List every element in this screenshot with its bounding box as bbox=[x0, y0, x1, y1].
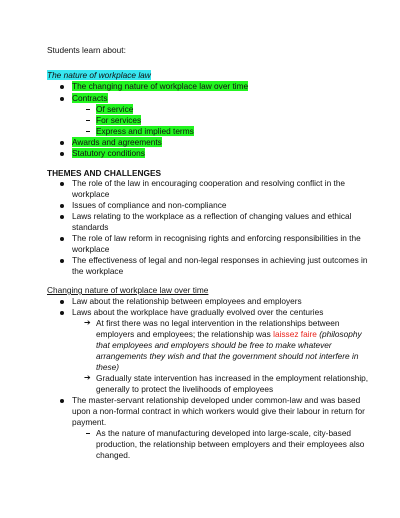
arrow-icon: ➔ bbox=[84, 373, 91, 382]
changing-line: production, the relationship between employers and their employees also bbox=[96, 439, 365, 449]
theme-line: The effectiveness of legal and non-legal responses in achieving just outcomes in bbox=[72, 255, 368, 265]
theme-line: the workplace bbox=[72, 266, 124, 276]
intro-text: Students learn about: bbox=[47, 45, 126, 55]
section-item: The changing nature of workplace law over time bbox=[72, 81, 249, 91]
contract-item: Of service bbox=[96, 104, 134, 114]
section-title: The nature of workplace law bbox=[47, 70, 151, 80]
section-item: Contracts bbox=[72, 93, 108, 103]
bullet-icon bbox=[60, 141, 64, 145]
theme-line: workplace bbox=[72, 189, 110, 199]
theme-line: standards bbox=[72, 222, 109, 232]
contract-item: Express and implied terms bbox=[96, 126, 194, 136]
changing-line: changed. bbox=[96, 450, 131, 460]
changing-line: these) bbox=[96, 362, 120, 372]
bullet-icon bbox=[60, 215, 64, 219]
laissez-faire-term: laissez faire bbox=[273, 329, 317, 339]
theme-line: Laws relating to the workplace as a reflection of changing values and ethical bbox=[72, 211, 352, 221]
changing-line: As the nature of manufacturing developed into large-scale, city-based bbox=[96, 428, 352, 438]
themes-heading: THEMES AND CHALLENGES bbox=[47, 168, 162, 178]
theme-line: workplace bbox=[72, 244, 110, 254]
changing-line: At first there was no legal intervention in the relationships between bbox=[96, 318, 340, 328]
changing-line: upon a non-formal contract in which workers would give their labour in return for bbox=[72, 406, 365, 416]
bullet-icon bbox=[60, 97, 64, 101]
changing-line: Laws about the workplace have gradually evolved over the centuries bbox=[72, 307, 324, 317]
theme-line: Issues of compliance and non-compliance bbox=[72, 200, 227, 210]
changing-text: employers and employees; the relationship was bbox=[96, 329, 274, 339]
section-item: Awards and agreements bbox=[72, 137, 162, 147]
changing-line: payment. bbox=[72, 417, 107, 427]
bullet-icon bbox=[60, 300, 64, 304]
bullet-icon bbox=[60, 237, 64, 241]
changing-line bbox=[96, 329, 362, 339]
bullet-icon bbox=[60, 259, 64, 263]
changing-line: that employees and employers should be free to make whatever bbox=[96, 340, 332, 350]
bullet-icon bbox=[60, 311, 64, 315]
bullet-icon bbox=[60, 85, 64, 89]
theme-line: The role of the law in encouraging cooperation and resolving conflict in the bbox=[72, 178, 346, 188]
bullet-icon bbox=[60, 399, 64, 403]
arrow-icon: ➔ bbox=[84, 318, 91, 327]
changing-line: Gradually state intervention has increased in the employment relationship, bbox=[96, 373, 369, 383]
dash-icon bbox=[86, 109, 90, 110]
changing-heading: Changing nature of workplace law over time bbox=[47, 285, 209, 295]
changing-line: arrangements they wish and that the government should not interfere in bbox=[96, 351, 359, 361]
section-item: Statutory conditions bbox=[72, 148, 145, 158]
changing-line: Law about the relationship between employees and employers bbox=[72, 296, 302, 306]
changing-line: generally to protect the livelihoods of employees bbox=[96, 384, 274, 394]
contract-item: For services bbox=[96, 115, 142, 125]
dash-icon bbox=[86, 120, 90, 121]
theme-line: The role of law reform in recognising rights and enforcing responsibilities in the bbox=[72, 233, 361, 243]
changing-text: (philosophy bbox=[316, 329, 362, 339]
changing-line: The master-servant relationship developed under common-law and was based bbox=[72, 395, 361, 405]
dash-icon bbox=[86, 131, 90, 132]
dash-icon bbox=[86, 433, 90, 434]
bullet-icon bbox=[60, 182, 64, 186]
bullet-icon bbox=[60, 204, 64, 208]
bullet-icon bbox=[60, 152, 64, 156]
